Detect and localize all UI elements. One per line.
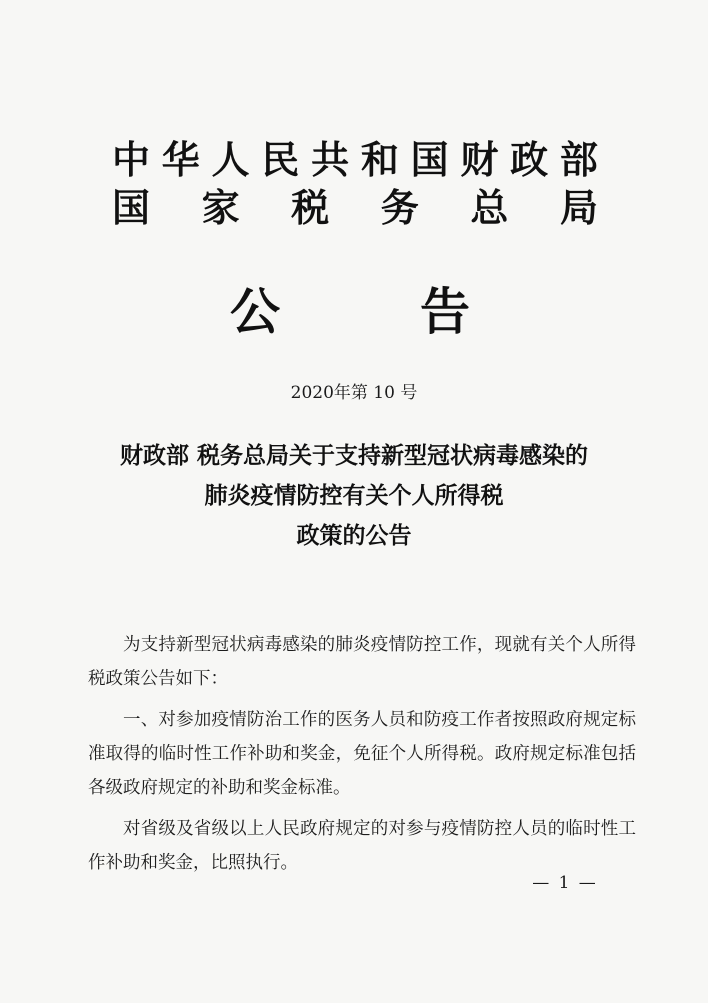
document-title — [40, 436, 668, 556]
issuer-char: 中 — [112, 137, 151, 182]
issuer-char: 局 — [559, 185, 598, 230]
issuer-char: 国 — [410, 137, 449, 182]
doc-type-char-2: 告 — [420, 282, 470, 341]
issuer-char: 民 — [261, 137, 300, 182]
issuer-char: 共 — [311, 137, 350, 182]
document-number: 2020年第 10 号 — [290, 383, 418, 403]
issuer-char: 华 — [161, 137, 200, 182]
issuer-ministry-of-finance — [112, 138, 598, 182]
paragraph-item-1: 一、对参加疫情防治工作的医务人员和防疫工作者按照政府规定标准取得的临时性工作补助和奖金，免征个人所得税。政府规定标准包括各级政府规定的补助和奖金标准。 — [88, 710, 636, 798]
doc-type-char-1: 公 — [230, 282, 280, 341]
issuer-char: 和 — [360, 137, 399, 182]
title-line-1: 财政部 税务总局关于支持新型冠状病毒感染的 — [119, 443, 588, 469]
issuer-char: 务 — [380, 185, 419, 230]
doc-type-heading — [230, 282, 470, 342]
page-number: — 1 — — [532, 873, 598, 893]
paragraph-intro: 为支持新型冠状病毒感染的肺炎疫情防控工作，现就有关个人所得税政策公告如下： — [88, 635, 636, 689]
issuer-char: 部 — [559, 137, 598, 182]
issuer-state-taxation-administration — [112, 186, 598, 230]
issuer-char: 家 — [201, 185, 240, 230]
issuer-char: 税 — [291, 185, 330, 230]
title-line-2: 肺炎疫情防控有关个人所得税 — [204, 483, 504, 509]
document-body — [88, 628, 636, 887]
issuer-char: 总 — [470, 185, 509, 230]
issuer-char: 财 — [460, 137, 499, 182]
issuer-char: 国 — [112, 185, 151, 230]
issuer-char: 政 — [510, 137, 549, 182]
title-line-3: 政策的公告 — [296, 523, 412, 549]
issuer-char: 人 — [211, 137, 250, 182]
paragraph-item-1-extension: 对省级及省级以上人民政府规定的对参与疫情防控人员的临时性工作补助和奖金，比照执行。 — [88, 819, 636, 873]
